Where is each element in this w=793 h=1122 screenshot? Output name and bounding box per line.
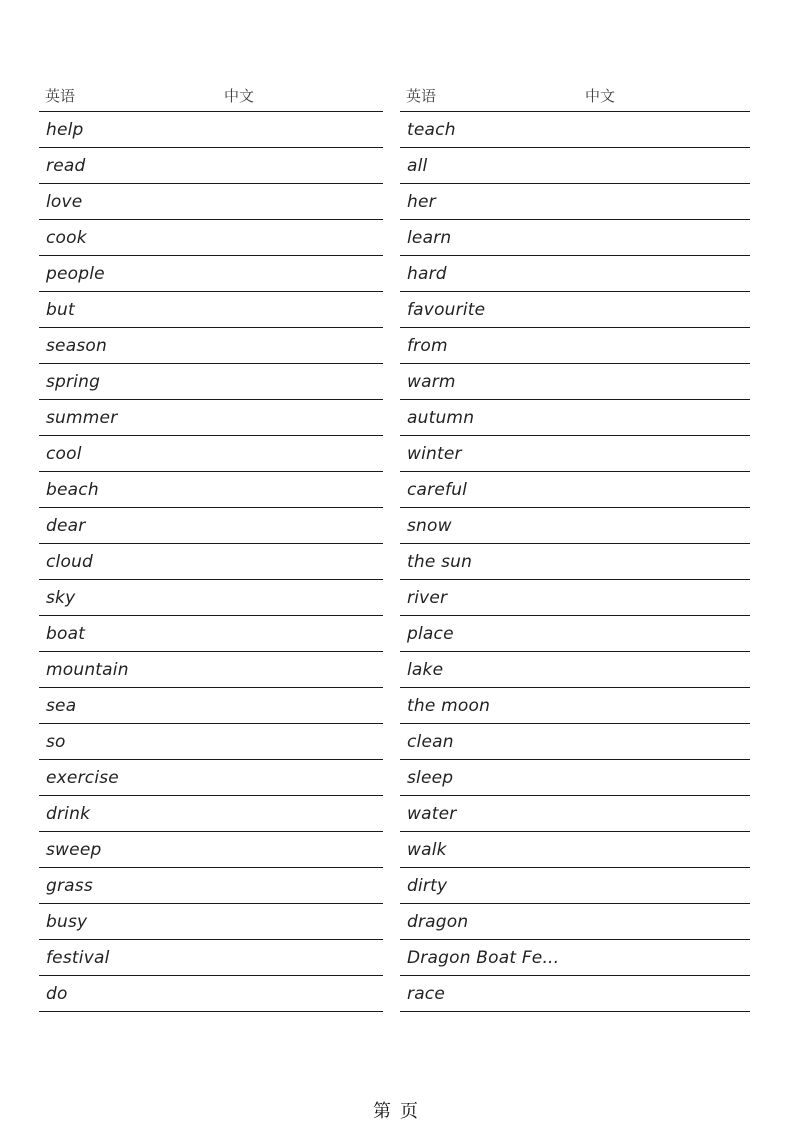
english-word: learn xyxy=(407,227,452,248)
word-row xyxy=(39,148,383,184)
english-word: help xyxy=(46,119,84,140)
english-word: warm xyxy=(407,371,456,392)
word-row xyxy=(39,184,383,220)
word-row xyxy=(400,112,750,148)
word-row xyxy=(400,436,750,472)
header-label-english: 英语 xyxy=(45,89,76,105)
english-word: cloud xyxy=(46,551,94,572)
english-word: hard xyxy=(407,263,447,284)
header-label-chinese: 中文 xyxy=(585,89,616,105)
english-word: race xyxy=(407,983,446,1004)
english-word: so xyxy=(46,731,66,752)
english-word: season xyxy=(46,335,107,356)
english-word: lake xyxy=(407,659,444,680)
word-list-right xyxy=(400,112,750,1012)
page-footer: 第 页 xyxy=(372,1101,420,1121)
english-word: place xyxy=(407,623,454,644)
english-word: love xyxy=(46,191,83,212)
english-word: all xyxy=(407,155,428,176)
english-word: winter xyxy=(407,443,462,464)
english-word: read xyxy=(46,155,86,176)
word-row xyxy=(39,688,383,724)
english-word: mountain xyxy=(46,659,129,680)
english-word: teach xyxy=(407,119,456,140)
word-row xyxy=(39,112,383,148)
english-word: cook xyxy=(46,227,87,248)
word-column-left xyxy=(39,85,383,1012)
english-word: busy xyxy=(46,911,88,932)
column-header-right xyxy=(400,85,750,112)
word-row xyxy=(39,796,383,832)
word-row xyxy=(39,256,383,292)
english-word: from xyxy=(407,335,448,356)
english-word: grass xyxy=(46,875,93,896)
word-row xyxy=(39,760,383,796)
english-word: sleep xyxy=(407,767,454,788)
english-word: spring xyxy=(46,371,101,392)
word-row xyxy=(400,940,750,976)
word-row xyxy=(39,868,383,904)
english-word: water xyxy=(407,803,457,824)
english-word: boat xyxy=(46,623,86,644)
header-label-chinese: 中文 xyxy=(224,89,255,105)
word-row xyxy=(39,724,383,760)
english-word: exercise xyxy=(46,767,119,788)
english-word: festival xyxy=(46,947,110,968)
column-header-left xyxy=(39,85,383,112)
word-row xyxy=(400,328,750,364)
english-word: but xyxy=(46,299,75,320)
english-word: people xyxy=(46,263,105,284)
word-list-left xyxy=(39,112,383,1012)
word-row xyxy=(39,292,383,328)
word-row xyxy=(39,904,383,940)
word-row xyxy=(400,724,750,760)
word-row xyxy=(400,256,750,292)
english-word: favourite xyxy=(407,299,486,320)
word-row xyxy=(400,508,750,544)
word-row xyxy=(400,832,750,868)
word-row xyxy=(39,616,383,652)
english-word: sky xyxy=(46,587,76,608)
english-word: clean xyxy=(407,731,454,752)
word-row xyxy=(39,508,383,544)
word-row xyxy=(39,832,383,868)
word-row xyxy=(400,220,750,256)
word-row xyxy=(39,976,383,1012)
english-word: the moon xyxy=(407,695,491,716)
word-row xyxy=(400,400,750,436)
word-row xyxy=(400,184,750,220)
word-row xyxy=(400,472,750,508)
word-column-right xyxy=(400,85,750,1012)
english-word: her xyxy=(407,191,436,212)
word-row xyxy=(39,400,383,436)
english-word: careful xyxy=(407,479,468,500)
english-word: cool xyxy=(46,443,82,464)
english-word: sweep xyxy=(46,839,102,860)
word-row xyxy=(39,328,383,364)
word-row xyxy=(400,868,750,904)
word-row xyxy=(400,760,750,796)
word-row xyxy=(39,652,383,688)
header-label-english: 英语 xyxy=(406,89,437,105)
word-columns xyxy=(39,85,750,1012)
english-word: Dragon Boat Fe... xyxy=(407,947,560,968)
english-word: beach xyxy=(46,479,99,500)
english-word: dear xyxy=(46,515,86,536)
word-row xyxy=(39,436,383,472)
word-row xyxy=(400,688,750,724)
word-row xyxy=(39,472,383,508)
english-word: dirty xyxy=(407,875,448,896)
word-row xyxy=(400,544,750,580)
english-word: walk xyxy=(407,839,447,860)
english-word: do xyxy=(46,983,68,1004)
word-row xyxy=(400,364,750,400)
word-row xyxy=(400,976,750,1012)
english-word: autumn xyxy=(407,407,475,428)
word-row xyxy=(400,904,750,940)
word-row xyxy=(39,580,383,616)
english-word: the sun xyxy=(407,551,473,572)
word-row xyxy=(39,364,383,400)
word-row xyxy=(39,220,383,256)
english-word: summer xyxy=(46,407,118,428)
word-row xyxy=(400,580,750,616)
english-word: sea xyxy=(46,695,77,716)
word-row xyxy=(400,652,750,688)
word-row xyxy=(400,796,750,832)
english-word: river xyxy=(407,587,448,608)
word-row xyxy=(39,544,383,580)
word-row xyxy=(39,940,383,976)
english-word: dragon xyxy=(407,911,469,932)
word-row xyxy=(400,148,750,184)
word-row xyxy=(400,292,750,328)
word-row xyxy=(400,616,750,652)
english-word: drink xyxy=(46,803,91,824)
english-word: snow xyxy=(407,515,452,536)
